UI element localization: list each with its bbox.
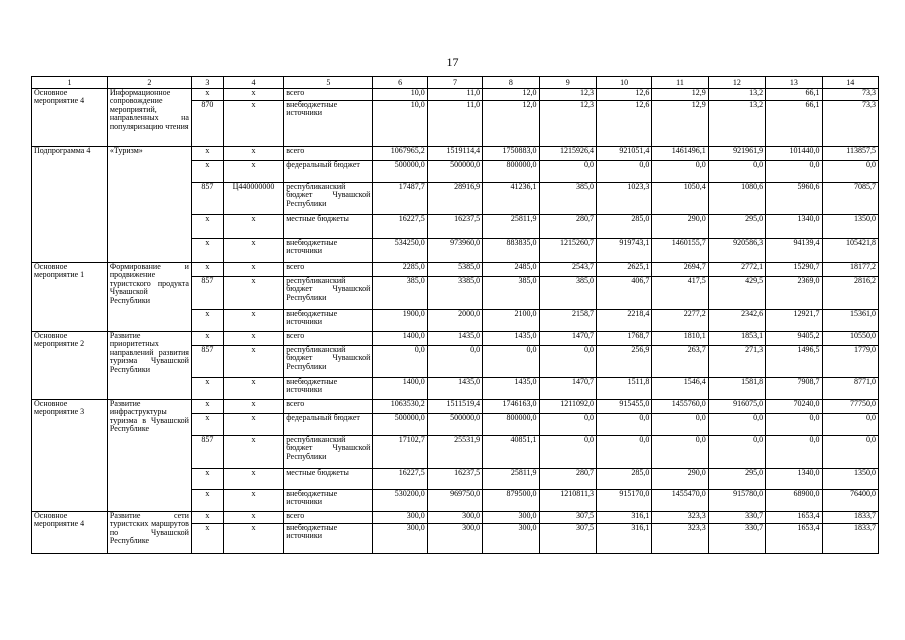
table-row [32,400,879,414]
amount-cell: 280,7 [539,215,596,239]
amount-cell: 10550,0 [822,332,878,346]
executor-code-cell: х [191,378,223,400]
budget-code-cell: х [223,215,284,239]
amount-cell: 1067965,2 [373,147,427,161]
executor-code-cell: х [191,215,223,239]
amount-cell: 1460155,7 [652,239,708,263]
budget-code-cell: х [223,161,284,183]
amount-cell: 0,0 [539,436,596,469]
funding-source-cell: всего [284,400,373,414]
amount-cell: 9405,2 [766,332,822,346]
amount-cell: 12,6 [596,101,651,147]
amount-cell: 17102,7 [373,436,427,469]
amount-cell: 0,0 [652,414,708,436]
amount-cell: 534250,0 [373,239,427,263]
amount-cell: 17487,7 [373,183,427,215]
amount-cell: 101440,0 [766,147,822,161]
amount-cell: 0,0 [373,346,427,378]
funding-source-cell: всего [284,89,373,101]
measure-name-cell: Основное мероприятие 2 [32,332,108,400]
amount-cell: 1750883,0 [483,147,539,161]
amount-cell: 0,0 [596,161,651,183]
amount-cell: 300,0 [483,512,539,524]
amount-cell: 2485,0 [483,263,539,277]
amount-cell: 915780,0 [708,490,765,512]
amount-cell: 915455,0 [596,400,651,414]
amount-cell: 12921,7 [766,310,822,332]
amount-cell: 15361,0 [822,310,878,332]
executor-code-cell: 870 [191,101,223,147]
amount-cell: 921961,9 [708,147,765,161]
amount-cell: 500000,0 [427,414,482,436]
amount-cell: 1810,1 [652,332,708,346]
amount-cell: 0,0 [652,436,708,469]
amount-cell: 0,0 [652,161,708,183]
amount-cell: 1511,8 [596,378,651,400]
amount-cell: 385,0 [373,277,427,310]
budget-code-cell: х [223,436,284,469]
executor-code-cell: х [191,490,223,512]
amount-cell: 1350,0 [822,215,878,239]
amount-cell: 0,0 [822,161,878,183]
amount-cell: 11,0 [427,89,482,101]
amount-cell: 12,9 [652,101,708,147]
amount-cell: 70240,0 [766,400,822,414]
amount-cell: 11,0 [427,101,482,147]
amount-cell: 2772,1 [708,263,765,277]
budget-code-cell: х [223,400,284,414]
amount-cell: 0,0 [708,436,765,469]
amount-cell: 1653,4 [766,524,822,554]
budget-code-cell: х [223,277,284,310]
amount-cell: 915170,0 [596,490,651,512]
amount-cell: 0,0 [766,414,822,436]
amount-cell: 73,3 [822,101,878,147]
amount-cell: 0,0 [427,346,482,378]
amount-cell: 295,0 [708,215,765,239]
column-header: 8 [483,77,539,89]
column-header: 1 [32,77,108,89]
amount-cell: 316,1 [596,512,651,524]
executor-code-cell: х [191,469,223,490]
budget-code-cell: х [223,512,284,524]
table-body [32,89,879,554]
amount-cell: 66,1 [766,101,822,147]
measure-name-cell: Основное мероприятие 4 [32,512,108,554]
budget-code-cell: х [223,239,284,263]
amount-cell: 1435,0 [427,332,482,346]
funding-source-cell: внебюджетные источники [284,310,373,332]
amount-cell: 0,0 [596,414,651,436]
column-header: 9 [539,77,596,89]
amount-cell: 429,5 [708,277,765,310]
amount-cell: 1340,0 [766,469,822,490]
amount-cell: 295,0 [708,469,765,490]
amount-cell: 2285,0 [373,263,427,277]
amount-cell: 1900,0 [373,310,427,332]
amount-cell: 1511519,4 [427,400,482,414]
funding-source-cell: внебюджетные источники [284,378,373,400]
page-number: 17 [446,55,459,69]
amount-cell: 0,0 [539,161,596,183]
amount-cell: 500000,0 [373,161,427,183]
amount-cell: 12,3 [539,89,596,101]
amount-cell: 385,0 [483,277,539,310]
amount-cell: 18177,2 [822,263,878,277]
amount-cell: 290,0 [652,469,708,490]
amount-cell: 330,7 [708,512,765,524]
amount-cell: 25811,9 [483,215,539,239]
amount-cell: 300,0 [427,512,482,524]
measure-description-cell: Информационное сопровождение мероприятий, направленных на популяризацию чтения [107,89,191,147]
amount-cell: 5960,6 [766,183,822,215]
amount-cell: 0,0 [483,346,539,378]
amount-cell: 1023,3 [596,183,651,215]
amount-cell: 1653,4 [766,512,822,524]
amount-cell: 0,0 [766,161,822,183]
amount-cell: 300,0 [373,524,427,554]
amount-cell: 1833,7 [822,512,878,524]
amount-cell: 300,0 [427,524,482,554]
budget-code-cell: х [223,490,284,512]
funding-source-cell: всего [284,512,373,524]
column-header: 4 [223,77,284,89]
amount-cell: 920586,3 [708,239,765,263]
amount-cell: 1519114,4 [427,147,482,161]
amount-cell: 1768,7 [596,332,651,346]
amount-cell: 94139,4 [766,239,822,263]
amount-cell: 1400,0 [373,332,427,346]
amount-cell: 280,7 [539,469,596,490]
amount-cell: 12,3 [539,101,596,147]
column-header: 10 [596,77,651,89]
amount-cell: 68900,0 [766,490,822,512]
amount-cell: 1435,0 [483,378,539,400]
budget-code-cell: х [223,332,284,346]
measure-description-cell: «Туризм» [107,147,191,263]
amount-cell: 2342,6 [708,310,765,332]
amount-cell: 1063530,2 [373,400,427,414]
amount-cell: 12,6 [596,89,651,101]
amount-cell: 77750,0 [822,400,878,414]
amount-cell: 2218,4 [596,310,651,332]
amount-cell: 40851,1 [483,436,539,469]
amount-cell: 1435,0 [427,378,482,400]
amount-cell: 16227,5 [373,469,427,490]
budget-code-cell: х [223,378,284,400]
budget-table [31,76,879,554]
executor-code-cell: х [191,263,223,277]
funding-source-cell: внебюджетные источники [284,101,373,147]
funding-source-cell: местные бюджеты [284,469,373,490]
amount-cell: 0,0 [822,414,878,436]
executor-code-cell: 857 [191,346,223,378]
amount-cell: 271,3 [708,346,765,378]
funding-source-cell: республиканский бюджет Чувашской Республики [284,277,373,310]
budget-code-cell: х [223,310,284,332]
amount-cell: 2000,0 [427,310,482,332]
amount-cell: 2277,2 [652,310,708,332]
funding-source-cell: республиканский бюджет Чувашской Республики [284,436,373,469]
funding-source-cell: федеральный бюджет [284,161,373,183]
amount-cell: 13,2 [708,101,765,147]
amount-cell: 3385,0 [427,277,482,310]
amount-cell: 1080,6 [708,183,765,215]
amount-cell: 10,0 [373,101,427,147]
amount-cell: 2816,2 [822,277,878,310]
amount-cell: 285,0 [596,469,651,490]
measure-description-cell: Развитие инфраструктуры туризма в Чувашской Республике [107,400,191,512]
amount-cell: 406,7 [596,277,651,310]
amount-cell: 1581,8 [708,378,765,400]
amount-cell: 330,7 [708,524,765,554]
amount-cell: 41236,1 [483,183,539,215]
amount-cell: 969750,0 [427,490,482,512]
amount-cell: 316,1 [596,524,651,554]
amount-cell: 1461496,1 [652,147,708,161]
amount-cell: 879500,0 [483,490,539,512]
amount-cell: 1215260,7 [539,239,596,263]
amount-cell: 290,0 [652,215,708,239]
budget-code-cell: Ц440000000 [223,183,284,215]
amount-cell: 1050,4 [652,183,708,215]
budget-code-cell: х [223,414,284,436]
funding-source-cell: внебюджетные источники [284,490,373,512]
measure-name-cell: Основное мероприятие 4 [32,89,108,147]
amount-cell: 800000,0 [483,161,539,183]
amount-cell: 1340,0 [766,215,822,239]
amount-cell: 73,3 [822,89,878,101]
funding-source-cell: всего [284,263,373,277]
column-header: 5 [284,77,373,89]
amount-cell: 300,0 [373,512,427,524]
funding-source-cell: федеральный бюджет [284,414,373,436]
amount-cell: 256,9 [596,346,651,378]
amount-cell: 285,0 [596,215,651,239]
table-row [32,512,879,524]
amount-cell: 1211092,0 [539,400,596,414]
amount-cell: 300,0 [483,524,539,554]
column-header: 3 [191,77,223,89]
funding-source-cell: республиканский бюджет Чувашской Республики [284,183,373,215]
executor-code-cell: х [191,332,223,346]
column-header: 6 [373,77,427,89]
amount-cell: 12,0 [483,101,539,147]
budget-code-cell: х [223,263,284,277]
funding-source-cell: внебюджетные источники [284,239,373,263]
amount-cell: 105421,8 [822,239,878,263]
amount-cell: 8771,0 [822,378,878,400]
funding-source-cell: всего [284,332,373,346]
executor-code-cell: х [191,161,223,183]
measure-description-cell: Формирование и продвижение туристского продукта Чувашской Республики [107,263,191,332]
amount-cell: 0,0 [539,346,596,378]
amount-cell: 1400,0 [373,378,427,400]
amount-cell: 0,0 [539,414,596,436]
budget-code-cell: х [223,147,284,161]
funding-source-cell: республиканский бюджет Чувашской Республики [284,346,373,378]
amount-cell: 1496,5 [766,346,822,378]
amount-cell: 1350,0 [822,469,878,490]
table-row [32,263,879,277]
amount-cell: 323,3 [652,524,708,554]
amount-cell: 0,0 [708,161,765,183]
amount-cell: 500000,0 [427,161,482,183]
funding-source-cell: внебюджетные источники [284,524,373,554]
amount-cell: 15290,7 [766,263,822,277]
executor-code-cell: х [191,414,223,436]
amount-cell: 7085,7 [822,183,878,215]
amount-cell: 263,7 [652,346,708,378]
amount-cell: 12,0 [483,89,539,101]
amount-cell: 921051,4 [596,147,651,161]
amount-cell: 0,0 [766,436,822,469]
amount-cell: 1455760,0 [652,400,708,414]
amount-cell: 16237,5 [427,469,482,490]
executor-code-cell: 857 [191,183,223,215]
executor-code-cell: х [191,239,223,263]
amount-cell: 25531,9 [427,436,482,469]
amount-cell: 25811,9 [483,469,539,490]
amount-cell: 2625,1 [596,263,651,277]
amount-cell: 1215926,4 [539,147,596,161]
measure-name-cell: Основное мероприятие 3 [32,400,108,512]
header-row [32,77,879,89]
table-row [32,147,879,161]
executor-code-cell: х [191,512,223,524]
executor-code-cell: 857 [191,277,223,310]
budget-code-cell: х [223,89,284,101]
amount-cell: 13,2 [708,89,765,101]
amount-cell: 1455470,0 [652,490,708,512]
amount-cell: 76400,0 [822,490,878,512]
amount-cell: 5385,0 [427,263,482,277]
amount-cell: 10,0 [373,89,427,101]
amount-cell: 113857,5 [822,147,878,161]
column-header: 2 [107,77,191,89]
amount-cell: 28916,9 [427,183,482,215]
amount-cell: 2100,0 [483,310,539,332]
funding-source-cell: местные бюджеты [284,215,373,239]
amount-cell: 417,5 [652,277,708,310]
amount-cell: 1853,1 [708,332,765,346]
amount-cell: 1546,4 [652,378,708,400]
amount-cell: 2543,7 [539,263,596,277]
amount-cell: 883835,0 [483,239,539,263]
amount-cell: 500000,0 [373,414,427,436]
budget-code-cell: х [223,469,284,490]
amount-cell: 12,9 [652,89,708,101]
measure-description-cell: Развитие приоритетных направлений развития туризма Чувашской Республики [107,332,191,400]
amount-cell: 323,3 [652,512,708,524]
amount-cell: 385,0 [539,277,596,310]
amount-cell: 0,0 [708,414,765,436]
amount-cell: 1470,7 [539,378,596,400]
executor-code-cell: 857 [191,436,223,469]
measure-description-cell: Развитие сети туристских маршрутов по Чувашской Республике [107,512,191,554]
budget-code-cell: х [223,101,284,147]
column-header: 11 [652,77,708,89]
table-row [32,332,879,346]
measure-name-cell: Подпрограмма 4 [32,147,108,263]
amount-cell: 916075,0 [708,400,765,414]
amount-cell: 530200,0 [373,490,427,512]
amount-cell: 0,0 [822,436,878,469]
amount-cell: 307,5 [539,524,596,554]
column-header: 14 [822,77,878,89]
executor-code-cell: х [191,310,223,332]
budget-code-cell: х [223,524,284,554]
amount-cell: 919743,1 [596,239,651,263]
column-header: 7 [427,77,482,89]
amount-cell: 1746163,0 [483,400,539,414]
budget-code-cell: х [223,346,284,378]
table-row [32,89,879,101]
amount-cell: 800000,0 [483,414,539,436]
column-header: 13 [766,77,822,89]
executor-code-cell: х [191,89,223,101]
amount-cell: 16227,5 [373,215,427,239]
funding-source-cell: всего [284,147,373,161]
executor-code-cell: х [191,147,223,161]
amount-cell: 1210811,3 [539,490,596,512]
amount-cell: 385,0 [539,183,596,215]
amount-cell: 1833,7 [822,524,878,554]
amount-cell: 16237,5 [427,215,482,239]
amount-cell: 1779,0 [822,346,878,378]
amount-cell: 307,5 [539,512,596,524]
amount-cell: 2369,0 [766,277,822,310]
amount-cell: 2694,7 [652,263,708,277]
amount-cell: 2158,7 [539,310,596,332]
amount-cell: 66,1 [766,89,822,101]
amount-cell: 973960,0 [427,239,482,263]
executor-code-cell: х [191,400,223,414]
amount-cell: 0,0 [596,436,651,469]
measure-name-cell: Основное мероприятие 1 [32,263,108,332]
amount-cell: 1435,0 [483,332,539,346]
executor-code-cell: х [191,524,223,554]
amount-cell: 1470,7 [539,332,596,346]
amount-cell: 7908,7 [766,378,822,400]
column-header: 12 [708,77,765,89]
